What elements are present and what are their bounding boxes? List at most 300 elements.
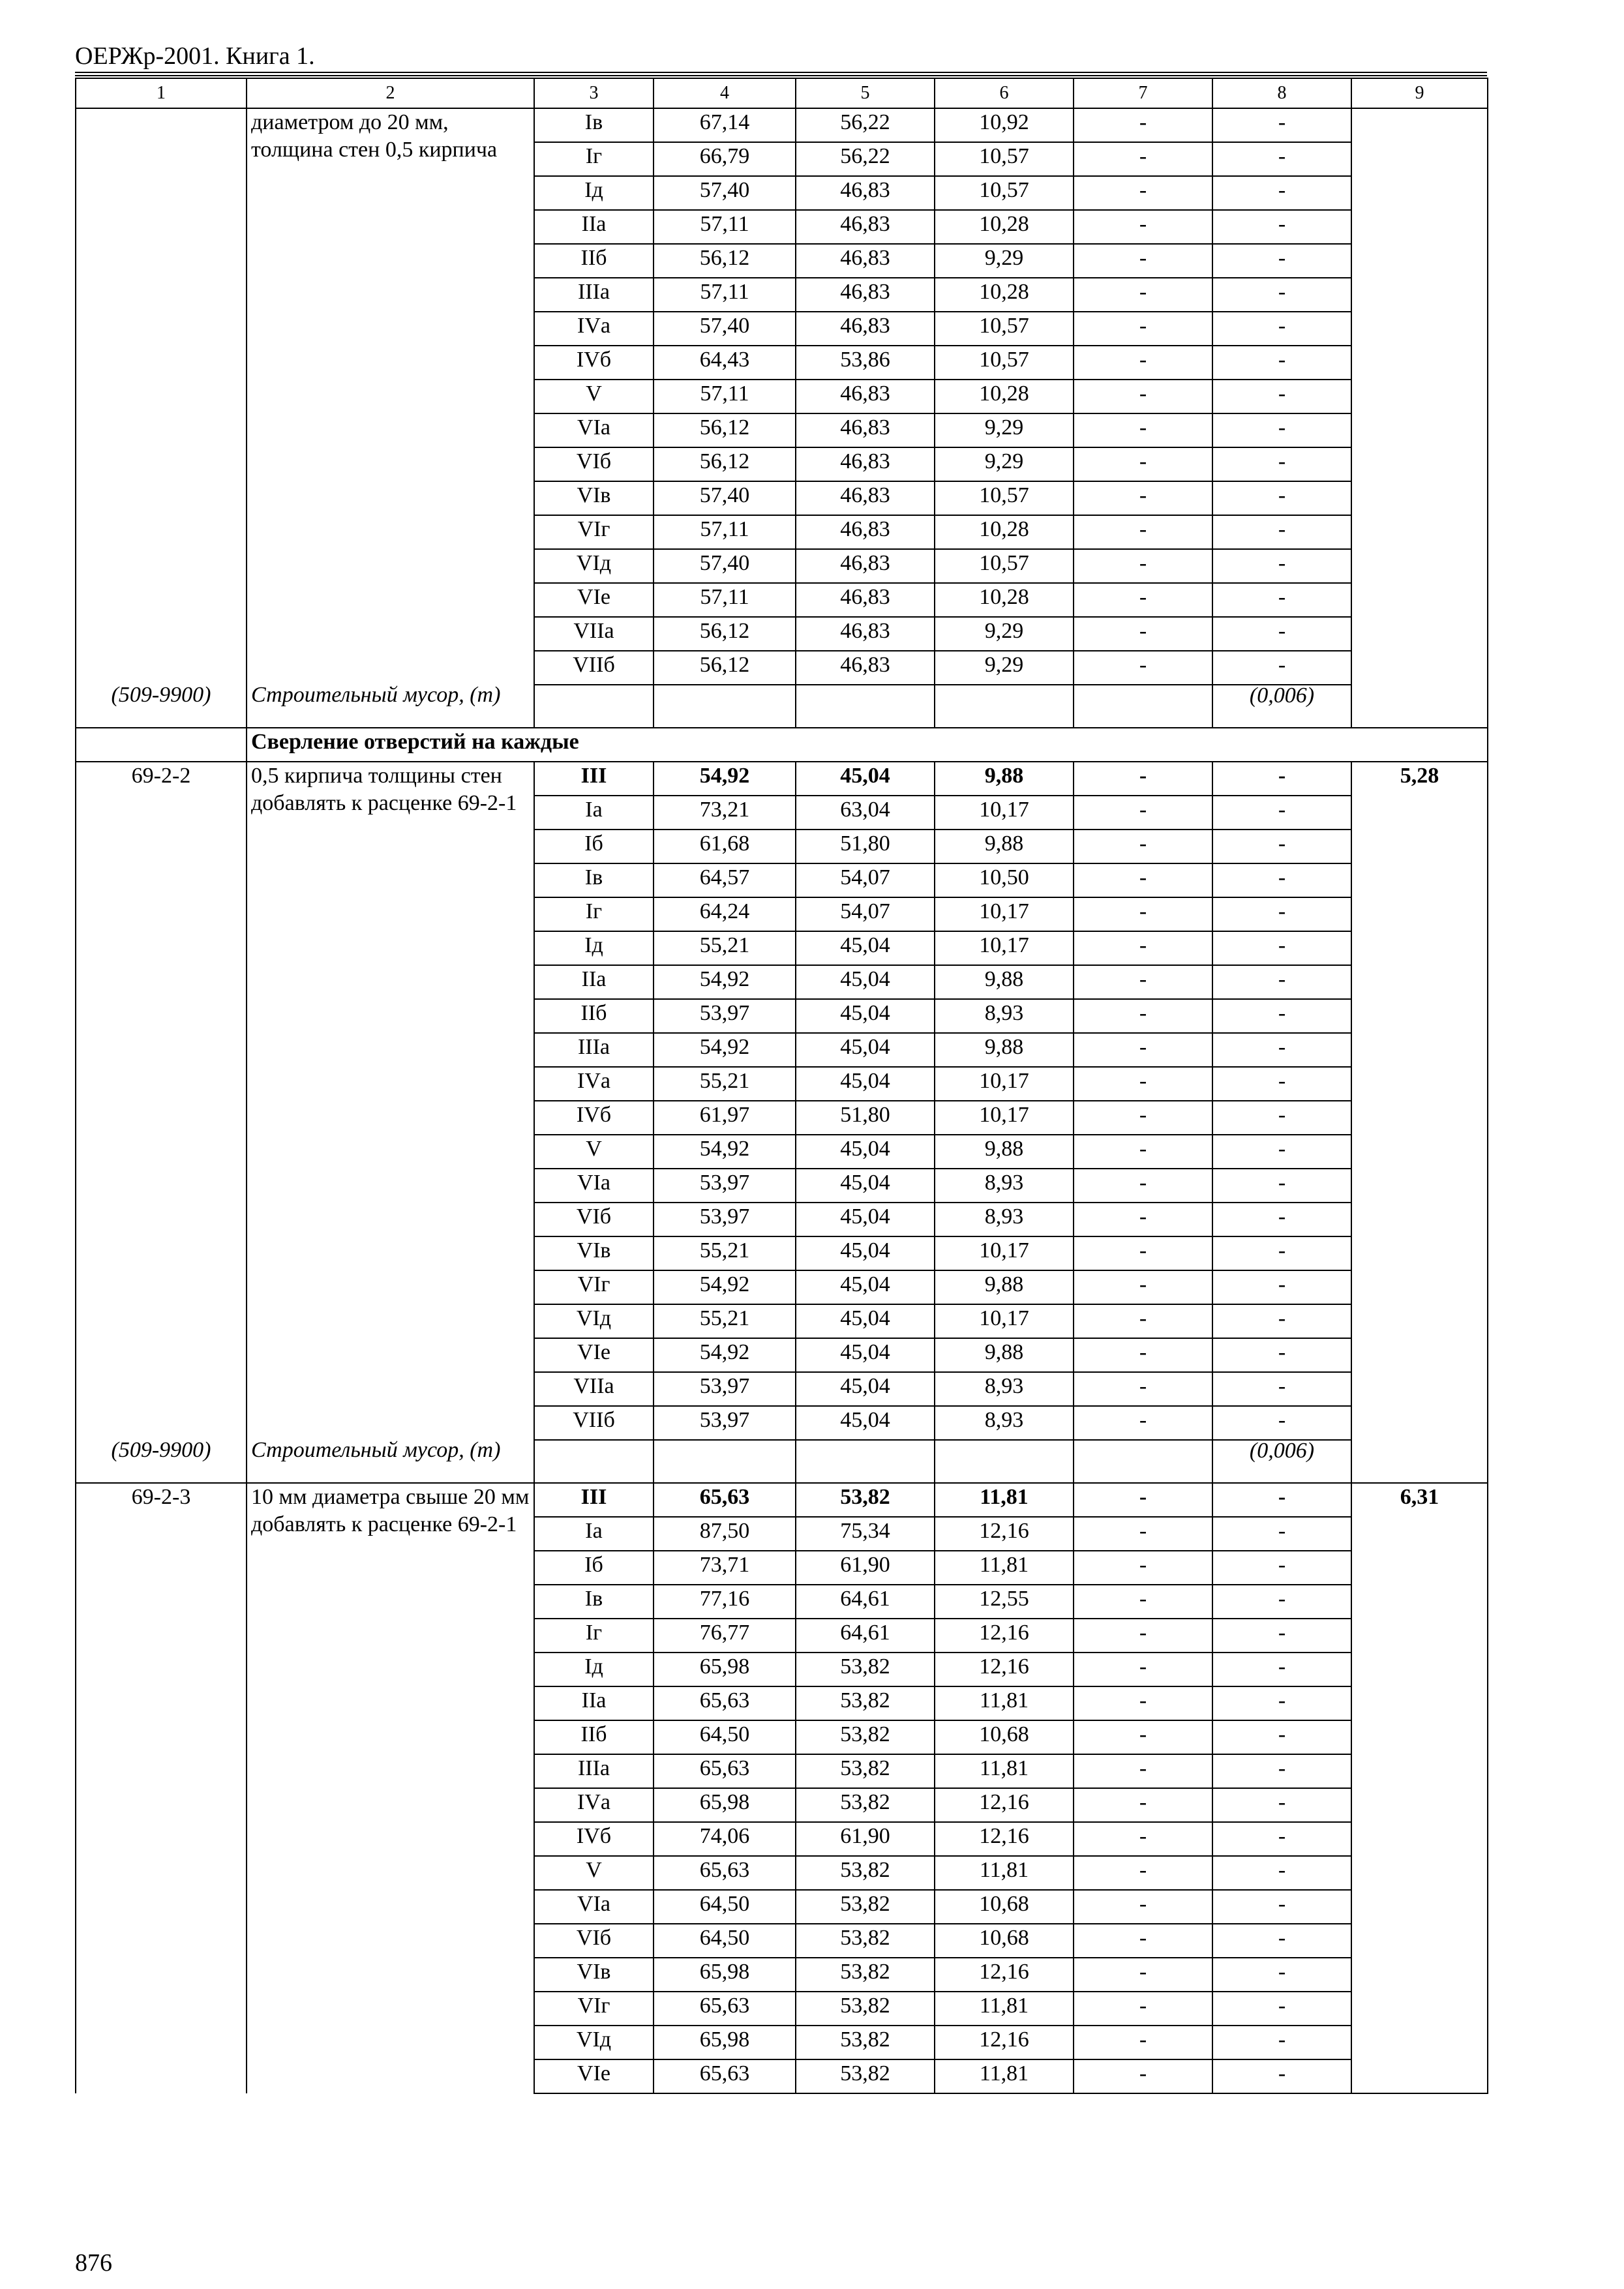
value-cell: 9,29 — [935, 244, 1074, 278]
value-cell: 10,28 — [935, 210, 1074, 244]
value-cell: - — [1212, 1033, 1351, 1067]
value-cell: Iв — [534, 1585, 654, 1619]
value-cell: VIд — [534, 1304, 654, 1338]
value-cell: - — [1074, 1619, 1212, 1653]
value-cell: - — [1074, 931, 1212, 965]
value-cell: - — [1212, 931, 1351, 965]
value-cell: 12,16 — [935, 1958, 1074, 1992]
value-cell: 54,92 — [654, 1338, 796, 1372]
rate-code — [76, 108, 247, 685]
value-cell: 9,88 — [935, 965, 1074, 999]
value-cell: 53,82 — [796, 1924, 935, 1958]
value-cell: 56,12 — [654, 447, 796, 481]
value-cell: 8,93 — [935, 1372, 1074, 1406]
value-cell: - — [1074, 830, 1212, 863]
value-cell: 66,79 — [654, 142, 796, 176]
value-cell: V — [534, 1856, 654, 1890]
value-cell: IIб — [534, 999, 654, 1033]
value-cell: 54,92 — [654, 762, 796, 796]
value-cell: 12,16 — [935, 1822, 1074, 1856]
value-cell: - — [1074, 312, 1212, 346]
value-cell: IVа — [534, 1067, 654, 1101]
value-cell: IIа — [534, 965, 654, 999]
value-cell: - — [1212, 1101, 1351, 1135]
value-cell: 65,98 — [654, 1653, 796, 1686]
value-cell: - — [1074, 108, 1212, 142]
value-cell: - — [1212, 1890, 1351, 1924]
value-cell: IIб — [534, 244, 654, 278]
value-cell: 53,82 — [796, 1686, 935, 1720]
value-cell: 45,04 — [796, 1169, 935, 1203]
value-cell: 64,61 — [796, 1619, 935, 1653]
value-cell: 46,83 — [796, 176, 935, 210]
value-cell: 53,82 — [796, 1958, 935, 1992]
value-cell: 64,50 — [654, 1890, 796, 1924]
value-cell: 45,04 — [796, 1203, 935, 1236]
value-cell: Iд — [534, 1653, 654, 1686]
value-cell: - — [1212, 1483, 1351, 1517]
value-cell: - — [1074, 1890, 1212, 1924]
value-cell: - — [1074, 1551, 1212, 1585]
value-cell: 53,97 — [654, 1372, 796, 1406]
value-cell: 45,04 — [796, 1338, 935, 1372]
value-cell: 53,82 — [796, 2026, 935, 2059]
value-cell: - — [1074, 278, 1212, 312]
rate-code: 69-2-2 — [76, 762, 247, 1440]
value-cell: - — [1074, 1924, 1212, 1958]
column-number: 6 — [935, 78, 1074, 108]
value-cell: - — [1212, 1135, 1351, 1169]
value-cell: - — [1074, 762, 1212, 796]
value-cell: 9,29 — [935, 617, 1074, 651]
value-cell: - — [1212, 2026, 1351, 2059]
value-cell: 45,04 — [796, 1067, 935, 1101]
value-cell: - — [1212, 1585, 1351, 1619]
value-cell: 53,97 — [654, 1169, 796, 1203]
value-cell: 65,63 — [654, 1483, 796, 1517]
value-cell: 9,29 — [935, 447, 1074, 481]
value-cell: - — [1074, 1958, 1212, 1992]
value-cell: - — [1074, 617, 1212, 651]
value-cell: - — [1212, 481, 1351, 515]
table-row-main — [76, 1483, 1488, 1517]
value-cell: VIд — [534, 549, 654, 583]
value-cell: 53,82 — [796, 1856, 935, 1890]
section-title-row — [76, 728, 1488, 762]
value-cell: 12,55 — [935, 1585, 1074, 1619]
value-cell: 75,34 — [796, 1517, 935, 1551]
page-header: ОЕРЖр-2001. Книга 1. — [75, 42, 315, 70]
value-cell: 45,04 — [796, 1033, 935, 1067]
value-cell: 57,11 — [654, 515, 796, 549]
value-cell: 9,88 — [935, 830, 1074, 863]
value-cell-col9: 5,28 — [1351, 762, 1488, 1483]
section-title: Сверление отверстий на каждые — [247, 728, 1488, 762]
value-cell: 46,83 — [796, 549, 935, 583]
value-cell: Iа — [534, 796, 654, 830]
value-cell: - — [1212, 1754, 1351, 1788]
value-cell: - — [1074, 2059, 1212, 2093]
value-cell-col9 — [1351, 108, 1488, 728]
value-cell: - — [1212, 1822, 1351, 1856]
value-cell: 54,92 — [654, 1270, 796, 1304]
value-cell: 53,97 — [654, 1406, 796, 1440]
value-cell: - — [1074, 1856, 1212, 1890]
value-cell: 9,88 — [935, 762, 1074, 796]
value-cell: 56,22 — [796, 142, 935, 176]
value-cell: 12,16 — [935, 1619, 1074, 1653]
value-cell: 53,82 — [796, 1788, 935, 1822]
value-cell — [935, 685, 1074, 728]
value-cell: VIг — [534, 1270, 654, 1304]
value-cell: - — [1212, 1372, 1351, 1406]
value-cell: 64,43 — [654, 346, 796, 380]
header-rule-bottom — [75, 75, 1487, 76]
value-cell: - — [1212, 176, 1351, 210]
work-description: 10 мм диаметра свыше 20 мм добавлять к расценке 69-2-1 — [247, 1483, 534, 2093]
value-cell: - — [1074, 1754, 1212, 1788]
value-cell: - — [1212, 244, 1351, 278]
value-cell: - — [1074, 583, 1212, 617]
value-cell: 8,93 — [935, 1169, 1074, 1203]
value-cell: IVа — [534, 312, 654, 346]
value-cell: - — [1212, 999, 1351, 1033]
value-cell: - — [1212, 1788, 1351, 1822]
value-cell: 61,90 — [796, 1551, 935, 1585]
value-cell: 53,82 — [796, 2059, 935, 2093]
value-cell — [796, 1440, 935, 1483]
value-cell: - — [1212, 1856, 1351, 1890]
waste-value: (0,006) — [1212, 1440, 1351, 1483]
value-cell: 77,16 — [654, 1585, 796, 1619]
value-cell-col9: 6,31 — [1351, 1483, 1488, 2093]
value-cell: 45,04 — [796, 1406, 935, 1440]
value-cell: 45,04 — [796, 762, 935, 796]
value-cell: 67,14 — [654, 108, 796, 142]
value-cell: - — [1212, 1958, 1351, 1992]
value-cell: 64,50 — [654, 1720, 796, 1754]
value-cell: 57,40 — [654, 176, 796, 210]
waste-code: (509-9900) — [76, 685, 247, 728]
value-cell: - — [1212, 830, 1351, 863]
value-cell: - — [1074, 999, 1212, 1033]
value-cell: - — [1074, 380, 1212, 413]
waste-value: (0,006) — [1212, 685, 1351, 728]
value-cell: 46,83 — [796, 210, 935, 244]
value-cell: 56,12 — [654, 651, 796, 685]
value-cell: 8,93 — [935, 1203, 1074, 1236]
value-cell: 57,40 — [654, 549, 796, 583]
value-cell: 12,16 — [935, 1517, 1074, 1551]
value-cell: VIIа — [534, 617, 654, 651]
value-cell: 11,81 — [935, 1686, 1074, 1720]
value-cell: - — [1074, 1338, 1212, 1372]
value-cell: VIг — [534, 1992, 654, 2026]
value-cell: 10,68 — [935, 1924, 1074, 1958]
value-cell: - — [1074, 1101, 1212, 1135]
value-cell: IVб — [534, 346, 654, 380]
value-cell: 61,68 — [654, 830, 796, 863]
value-cell: 12,16 — [935, 2026, 1074, 2059]
value-cell: - — [1212, 1270, 1351, 1304]
waste-row — [76, 685, 1488, 728]
value-cell: 45,04 — [796, 931, 935, 965]
value-cell: 56,12 — [654, 244, 796, 278]
value-cell: 61,97 — [654, 1101, 796, 1135]
value-cell: 10,17 — [935, 931, 1074, 965]
value-cell: Iб — [534, 1551, 654, 1585]
value-cell: 9,88 — [935, 1338, 1074, 1372]
value-cell: - — [1212, 1619, 1351, 1653]
rate-code: 69-2-3 — [76, 1483, 247, 2093]
value-cell: - — [1074, 549, 1212, 583]
value-cell: 9,88 — [935, 1270, 1074, 1304]
value-cell: - — [1074, 1585, 1212, 1619]
value-cell: 9,29 — [935, 413, 1074, 447]
value-cell: 65,63 — [654, 1754, 796, 1788]
value-cell: - — [1212, 1304, 1351, 1338]
value-cell: III — [534, 762, 654, 796]
value-cell: V — [534, 1135, 654, 1169]
rates-table — [75, 78, 1488, 2094]
waste-row — [76, 1440, 1488, 1483]
value-cell: 46,83 — [796, 244, 935, 278]
value-cell: - — [1212, 549, 1351, 583]
table-cell — [76, 728, 247, 762]
value-cell: 65,98 — [654, 2026, 796, 2059]
value-cell: - — [1212, 617, 1351, 651]
value-cell: 10,68 — [935, 1890, 1074, 1924]
value-cell: 57,40 — [654, 312, 796, 346]
value-cell: VIв — [534, 1236, 654, 1270]
value-cell: - — [1074, 1406, 1212, 1440]
value-cell: VIа — [534, 413, 654, 447]
value-cell: 46,83 — [796, 617, 935, 651]
value-cell: - — [1212, 142, 1351, 176]
value-cell: - — [1074, 413, 1212, 447]
value-cell: VIе — [534, 583, 654, 617]
value-cell: 53,82 — [796, 1653, 935, 1686]
value-cell: - — [1074, 142, 1212, 176]
value-cell: 10,57 — [935, 142, 1074, 176]
value-cell: 64,24 — [654, 897, 796, 931]
value-cell: 10,28 — [935, 278, 1074, 312]
value-cell: - — [1212, 1924, 1351, 1958]
value-cell: 61,90 — [796, 1822, 935, 1856]
value-cell: VIе — [534, 1338, 654, 1372]
value-cell: 65,63 — [654, 1686, 796, 1720]
value-cell: - — [1212, 515, 1351, 549]
value-cell — [534, 1440, 654, 1483]
column-number: 1 — [76, 78, 247, 108]
value-cell: - — [1212, 2059, 1351, 2093]
value-cell: 45,04 — [796, 999, 935, 1033]
value-cell: 46,83 — [796, 380, 935, 413]
column-number: 3 — [534, 78, 654, 108]
value-cell: 11,81 — [935, 1856, 1074, 1890]
value-cell: Iг — [534, 142, 654, 176]
value-cell: 45,04 — [796, 1304, 935, 1338]
value-cell: Iв — [534, 863, 654, 897]
waste-label: Строительный мусор, (т) — [247, 1440, 534, 1483]
value-cell: 45,04 — [796, 1236, 935, 1270]
value-cell: - — [1074, 176, 1212, 210]
value-cell: - — [1074, 1304, 1212, 1338]
value-cell: 53,82 — [796, 1992, 935, 2026]
value-cell: - — [1074, 1992, 1212, 2026]
value-cell: - — [1212, 346, 1351, 380]
value-cell: - — [1212, 1686, 1351, 1720]
value-cell: - — [1212, 278, 1351, 312]
value-cell: 10,68 — [935, 1720, 1074, 1754]
value-cell: 10,57 — [935, 312, 1074, 346]
value-cell: - — [1074, 481, 1212, 515]
value-cell: VIг — [534, 515, 654, 549]
value-cell: 56,22 — [796, 108, 935, 142]
value-cell — [654, 685, 796, 728]
value-cell: - — [1074, 796, 1212, 830]
value-cell: VIд — [534, 2026, 654, 2059]
value-cell: III — [534, 1483, 654, 1517]
value-cell: VIа — [534, 1169, 654, 1203]
value-cell: - — [1074, 2026, 1212, 2059]
value-cell: 11,81 — [935, 2059, 1074, 2093]
value-cell: 51,80 — [796, 830, 935, 863]
value-cell: - — [1074, 863, 1212, 897]
value-cell: IVб — [534, 1101, 654, 1135]
value-cell: 64,57 — [654, 863, 796, 897]
column-number: 5 — [796, 78, 935, 108]
value-cell: - — [1074, 1270, 1212, 1304]
value-cell: 54,92 — [654, 965, 796, 999]
value-cell: - — [1212, 1517, 1351, 1551]
value-cell: VIIб — [534, 651, 654, 685]
value-cell: - — [1074, 346, 1212, 380]
value-cell: 10,92 — [935, 108, 1074, 142]
value-cell: 53,82 — [796, 1720, 935, 1754]
value-cell: 46,83 — [796, 515, 935, 549]
value-cell: 46,83 — [796, 651, 935, 685]
value-cell: - — [1212, 1551, 1351, 1585]
value-cell: 57,11 — [654, 278, 796, 312]
value-cell: IIIа — [534, 278, 654, 312]
page-number: 876 — [75, 2249, 112, 2277]
value-cell: 10,17 — [935, 796, 1074, 830]
value-cell: 46,83 — [796, 447, 935, 481]
value-cell: 57,11 — [654, 583, 796, 617]
value-cell: VIв — [534, 1958, 654, 1992]
value-cell: VIб — [534, 1203, 654, 1236]
value-cell: - — [1212, 965, 1351, 999]
value-cell: 9,88 — [935, 1135, 1074, 1169]
value-cell: Iа — [534, 1517, 654, 1551]
value-cell: 65,63 — [654, 1856, 796, 1890]
value-cell: 57,11 — [654, 210, 796, 244]
value-cell: 53,97 — [654, 999, 796, 1033]
value-cell: 53,82 — [796, 1483, 935, 1517]
value-cell: - — [1074, 1236, 1212, 1270]
value-cell: IIIа — [534, 1754, 654, 1788]
value-cell — [534, 685, 654, 728]
value-cell: 54,92 — [654, 1033, 796, 1067]
column-number-row — [76, 78, 1488, 108]
value-cell: - — [1212, 1992, 1351, 2026]
value-cell: 10,28 — [935, 583, 1074, 617]
value-cell: - — [1074, 1822, 1212, 1856]
value-cell: - — [1074, 1483, 1212, 1517]
value-cell: 10,57 — [935, 346, 1074, 380]
value-cell: - — [1074, 1033, 1212, 1067]
value-cell: 12,16 — [935, 1653, 1074, 1686]
value-cell: 55,21 — [654, 1067, 796, 1101]
value-cell: 57,40 — [654, 481, 796, 515]
value-cell: - — [1074, 1788, 1212, 1822]
value-cell: - — [1074, 1686, 1212, 1720]
value-cell: 10,17 — [935, 1304, 1074, 1338]
value-cell: - — [1212, 1236, 1351, 1270]
value-cell: - — [1212, 651, 1351, 685]
value-cell: - — [1074, 1372, 1212, 1406]
value-cell: 8,93 — [935, 1406, 1074, 1440]
value-cell: 65,63 — [654, 1992, 796, 2026]
value-cell: 45,04 — [796, 1135, 935, 1169]
value-cell: - — [1074, 210, 1212, 244]
value-cell: 45,04 — [796, 965, 935, 999]
value-cell: - — [1212, 380, 1351, 413]
value-cell: - — [1212, 762, 1351, 796]
value-cell: 65,63 — [654, 2059, 796, 2093]
value-cell: 45,04 — [796, 1372, 935, 1406]
value-cell — [654, 1440, 796, 1483]
value-cell: 10,57 — [935, 176, 1074, 210]
value-cell: - — [1212, 583, 1351, 617]
value-cell: 54,92 — [654, 1135, 796, 1169]
value-cell: 11,81 — [935, 1992, 1074, 2026]
value-cell: V — [534, 380, 654, 413]
value-cell: 45,04 — [796, 1270, 935, 1304]
value-cell: - — [1074, 965, 1212, 999]
value-cell: 10,17 — [935, 1101, 1074, 1135]
value-cell: 74,06 — [654, 1822, 796, 1856]
value-cell: 65,98 — [654, 1958, 796, 1992]
column-number: 8 — [1212, 78, 1351, 108]
value-cell — [935, 1440, 1074, 1483]
value-cell: - — [1212, 447, 1351, 481]
value-cell: 12,16 — [935, 1788, 1074, 1822]
value-cell: - — [1074, 1720, 1212, 1754]
column-number: 9 — [1351, 78, 1488, 108]
value-cell: 9,88 — [935, 1033, 1074, 1067]
value-cell: 11,81 — [935, 1754, 1074, 1788]
value-cell: VIIа — [534, 1372, 654, 1406]
value-cell: 76,77 — [654, 1619, 796, 1653]
value-cell: - — [1212, 863, 1351, 897]
value-cell: - — [1212, 312, 1351, 346]
value-cell: 10,57 — [935, 549, 1074, 583]
value-cell: Iг — [534, 1619, 654, 1653]
value-cell: - — [1212, 413, 1351, 447]
value-cell: - — [1074, 515, 1212, 549]
table-row-main — [76, 762, 1488, 796]
waste-label: Строительный мусор, (т) — [247, 685, 534, 728]
work-description: диаметром до 20 мм, толщина стен 0,5 кирпича — [247, 108, 534, 685]
value-cell: 64,61 — [796, 1585, 935, 1619]
work-description: 0,5 кирпича толщины стен добавлять к расценке 69-2-1 — [247, 762, 534, 1440]
value-cell: IIа — [534, 1686, 654, 1720]
value-cell: VIв — [534, 481, 654, 515]
value-cell: - — [1212, 1338, 1351, 1372]
value-cell: VIIб — [534, 1406, 654, 1440]
